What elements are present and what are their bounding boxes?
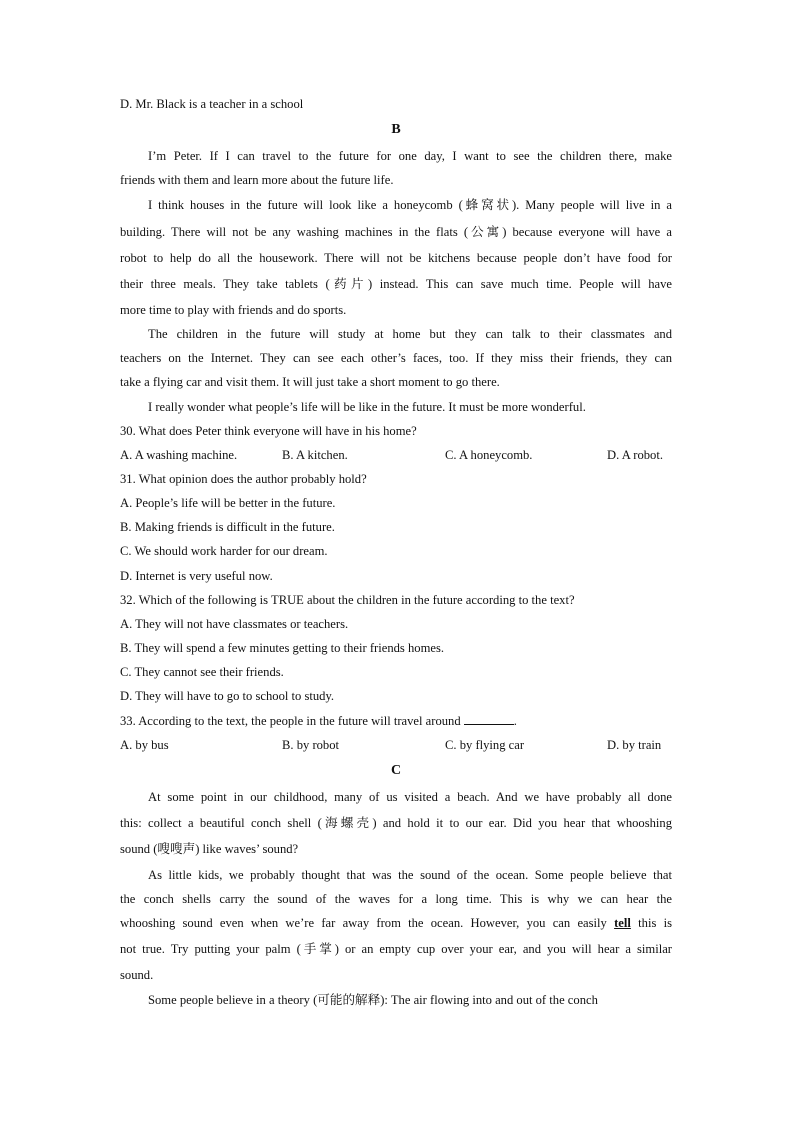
passage-b-line-4: building. There will not be any washing machines in the flats (公寓) because everyone will have a xyxy=(120,225,672,239)
q32-option-d: D. They will have to go to school to study. xyxy=(120,689,335,703)
passage-b-line-10: take a flying car and visit them. It will just take a short moment to go there. xyxy=(120,375,500,389)
q32-option-b: B. They will spend a few minutes getting to their friends homes. xyxy=(120,641,444,655)
passage-b-line-7: more time to play with friends and do sports. xyxy=(120,303,347,317)
section-heading-b: B xyxy=(391,122,401,137)
passage-b-line-3: I think houses in the future will look like a honeycomb (蜂窝状). Many people will live in a xyxy=(148,198,672,212)
question-32: 32. Which of the following is TRUE about the children in the future according to the text? xyxy=(120,593,575,607)
q33-option-a: A. by bus xyxy=(120,738,169,752)
passage-c-line-6-text: whooshing sound even when we’re far away from the ocean. However, you can easily xyxy=(120,916,607,930)
passage-c-line-4: As little kids, we probably thought that was the sound of the ocean. Some people believe that xyxy=(148,868,672,882)
q30-option-c: C. A honeycomb. xyxy=(445,448,533,462)
passage-b-line-9: teachers on the Internet. They can see each other’s faces, too. If they miss their friends, they can xyxy=(120,351,672,365)
question-33-end: . xyxy=(513,714,517,728)
passage-c-line-8: sound. xyxy=(120,968,154,982)
passage-c-line-7: not true. Try putting your palm (手掌) or an empty cup over your ear, and you will hear a similar xyxy=(120,942,672,956)
q33-option-b: B. by robot xyxy=(282,738,340,752)
question-33 xyxy=(120,712,672,729)
q32-option-c: C. They cannot see their friends. xyxy=(120,665,284,679)
q29-option-d: D. Mr. Black is a teacher in a school xyxy=(120,97,304,111)
section-heading-c: C xyxy=(390,763,402,778)
q32-option-a: A. They will not have classmates or teachers. xyxy=(120,617,349,631)
q30-option-a: A. A washing machine. xyxy=(120,448,238,462)
answer-blank xyxy=(464,712,514,725)
passage-c-line-6 xyxy=(120,915,672,931)
question-33-text: 33. According to the text, the people in the future will travel around xyxy=(120,714,461,728)
passage-c-line-9: Some people believe in a theory (可能的解释): The air flowing into and out of the conch xyxy=(148,993,598,1007)
q33-option-d: D. by train xyxy=(607,738,662,752)
passage-b-line-1: I’m Peter. If I can travel to the future for one day, I want to see the children there, make xyxy=(148,149,672,163)
passage-c-line-2: this: collect a beautiful conch shell (海螺壳) and hold it to our ear. Did you hear that whooshing xyxy=(120,816,672,830)
passage-b-line-8: The children in the future will study at home but they can talk to their classmates and xyxy=(148,327,672,341)
passage-b-line-2: friends with them and learn more about the future life. xyxy=(120,173,394,187)
q31-option-b: B. Making friends is difficult in the future. xyxy=(120,520,335,534)
q31-option-d: D. Internet is very useful now. xyxy=(120,569,273,583)
q31-option-a: A. People’s life will be better in the future. xyxy=(120,496,336,510)
question-31: 31. What opinion does the author probably hold? xyxy=(120,472,367,486)
question-30: 30. What does Peter think everyone will have in his home? xyxy=(120,424,417,438)
q30-option-b: B. A kitchen. xyxy=(282,448,348,462)
passage-c-line-3: sound (嗖嗖声) like waves’ sound? xyxy=(120,842,299,856)
highlighted-word-tell: tell xyxy=(614,916,631,930)
passage-b-line-5: robot to help do all the housework. There will not be kitchens because people don’t have food for xyxy=(120,251,672,265)
q30-option-d: D. A robot. xyxy=(607,448,663,462)
passage-c-line-5: the conch shells carry the sound of the waves for a long time. This is why we can hear the xyxy=(120,892,672,906)
passage-c-line-1: At some point in our childhood, many of us visited a beach. And we have probably all done xyxy=(148,790,672,804)
passage-b-line-11: I really wonder what people’s life will be like in the future. It must be more wonderful. xyxy=(148,400,586,414)
passage-b-line-6: their three meals. They take tablets (药片) instead. This can save much time. People will have xyxy=(120,277,672,291)
q31-option-c: C. We should work harder for our dream. xyxy=(120,544,328,558)
q33-option-c: C. by flying car xyxy=(445,738,525,752)
passage-c-line-6-end: this is xyxy=(638,916,673,930)
